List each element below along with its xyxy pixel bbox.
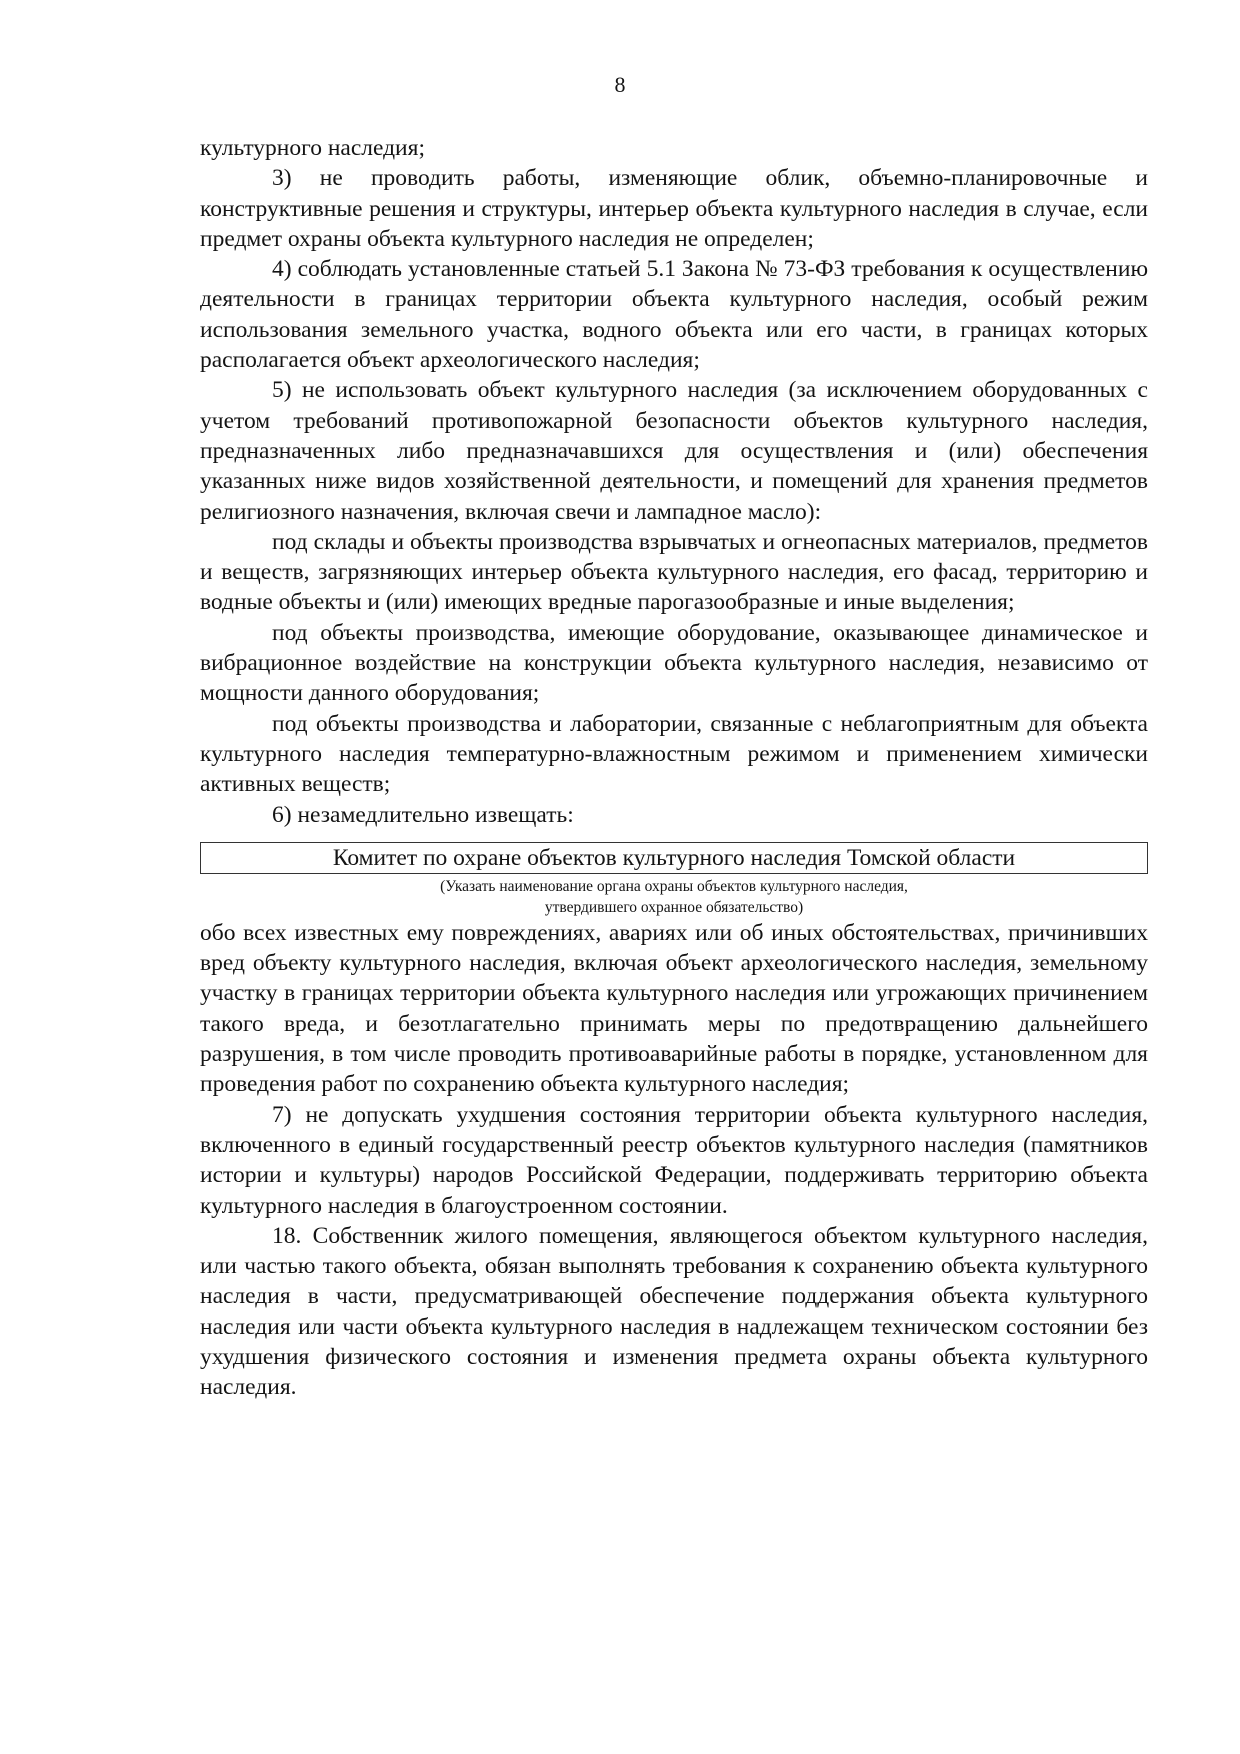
- paragraph-notify-details: обо всех известных ему повреждениях, авариях или об иных обстоятельствах, причинивших вред объекту культурного наследия, включая объект археологического наследия, земельному участку в границах территории объекта культурного наследия или угрожающих причинением такого вреда, и безотлагательно принимать меры по предотвращению дальнейшего разрушения, в том числе проводить противоаварийные работы в порядке, установленном для проведения работ по сохранению объекта культурного наследия;: [200, 919, 1148, 1098]
- paragraph-item-7: 7) не допускать ухудшения состояния территории объекта культурного наследия, включенного в единый государственный реестр объектов культурного наследия (памятников истории и культуры) народов Российской Федерации, поддерживать территорию объекта культурного наследия в благоустроенном состоянии.: [200, 1101, 1148, 1219]
- caption-line-1: (Указать наименование органа охраны объектов культурного наследия,: [440, 877, 908, 895]
- paragraph-item-6: 6) незамедлительно извещать:: [272, 801, 574, 828]
- paragraph-continuation: культурного наследия;: [200, 135, 425, 161]
- paragraph-item-5: 5) не использовать объект культурного наследия (за исключением оборудованных с учетом требований противопожарной безопасности объектов культурного наследия, предназначенных либо предназначавшихся для осуществления и (или) обеспечения указанных ниже видов хозяйственной деятельности, и помещений для хранения предметов религиозного назначения, включая свечи и лампадное масло):: [200, 377, 1148, 525]
- authority-field-caption: [200, 876, 1148, 918]
- caption-line-2: утвердившего охранное обязательство): [544, 898, 804, 916]
- authority-name-field: Комитет по охране объектов культурного наследия Томской области: [200, 842, 1148, 874]
- paragraph-subitem-production: под объекты производства, имеющие оборудование, оказывающее динамическое и вибрационное воздействие на конструкции объекта культурного наследия, независимо от мощности данного оборудования;: [200, 619, 1148, 707]
- paragraph-item-4: 4) соблюдать установленные статьей 5.1 Закона № 73-ФЗ требования к осуществлению деятельности в границах территории объекта культурного наследия, особый режим использования земельного участка, водного объекта или его части, в границах которых располагается объект археологического наследия;: [200, 256, 1148, 374]
- paragraph-subitem-warehouses: под склады и объекты производства взрывчатых и огнеопасных материалов, предметов и веществ, загрязняющих интерьер объекта культурного наследия, его фасад, территорию и водные объекты и (или) имеющих вредные парогазообразные и иные выделения;: [200, 528, 1148, 616]
- document-body: [200, 133, 1148, 1403]
- paragraph-subitem-laboratories: под объекты производства и лаборатории, связанные с неблагоприятным для объекта культурного наследия температурно-влажностным режимом и применением химически активных веществ;: [200, 710, 1148, 798]
- paragraph-clause-18: 18. Собственник жилого помещения, являющегося объектом культурного наследия, или частью такого объекта, обязан выполнять требования к сохранению объекта культурного наследия в части, предусматривающей обеспечение поддержания объекта культурного наследия или части объекта культурного наследия в надлежащем техническом состоянии без ухудшения физического состояния и изменения предмета охраны объекта культурного наследия.: [200, 1222, 1148, 1401]
- paragraph-item-3: 3) не проводить работы, изменяющие облик, объемно-планировочные и конструктивные решения и структуры, интерьер объекта культурного наследия в случае, если предмет охраны объекта культурного наследия не определен;: [200, 165, 1148, 252]
- page-number: 8: [614, 72, 626, 97]
